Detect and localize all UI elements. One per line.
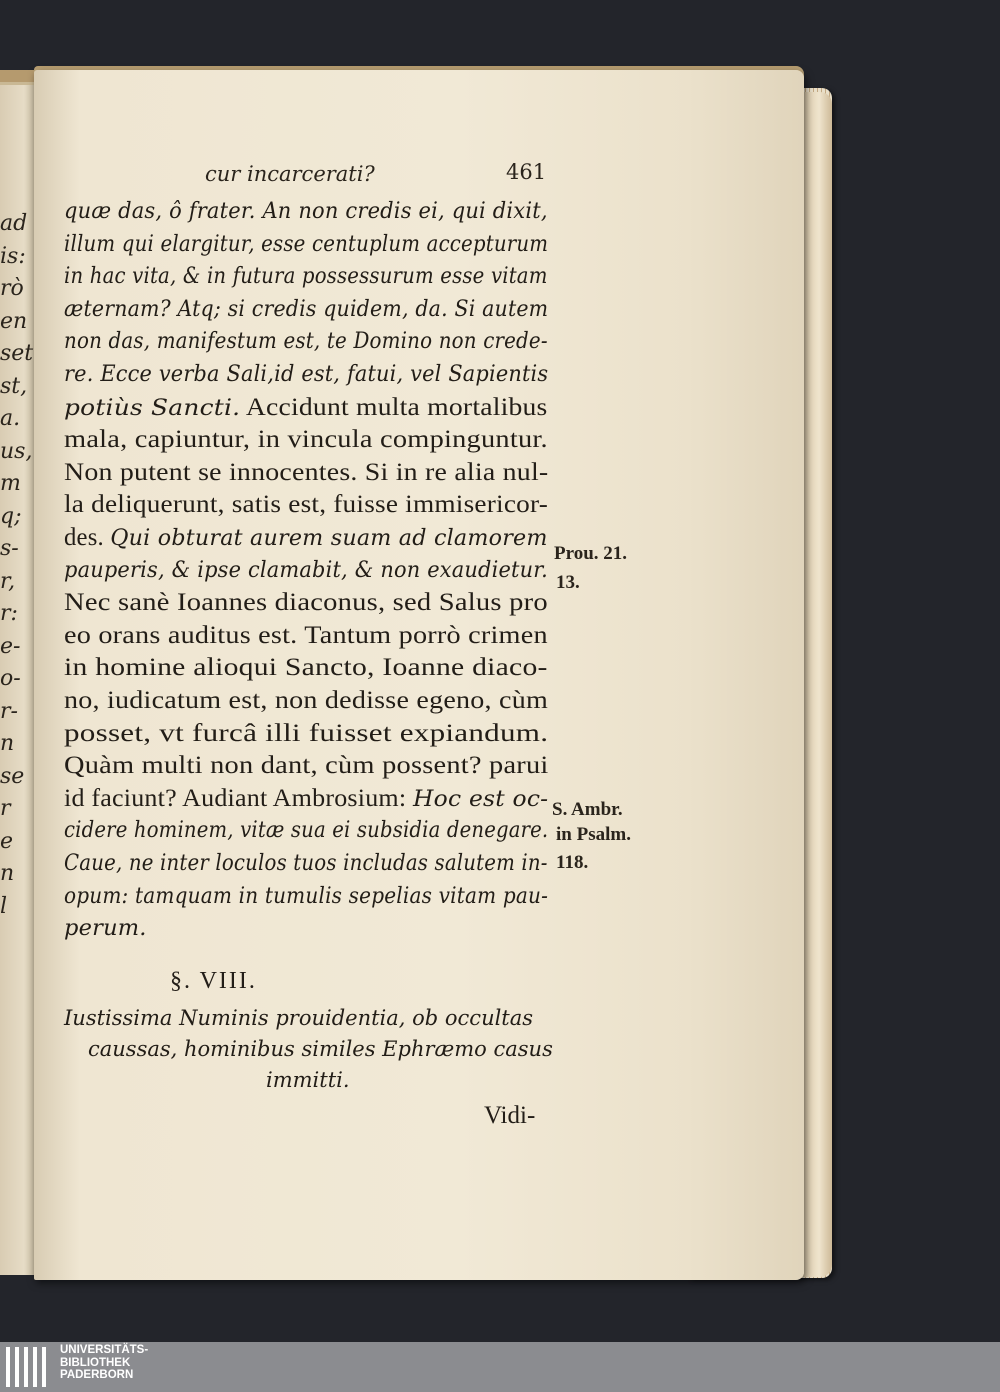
text-segment: illum qui elargitur, esse centuplum accepturum [64, 230, 549, 257]
left-page-fragment: ad [0, 211, 28, 236]
section-mark: §. VIII. [170, 968, 257, 994]
catchword: Vidi- [484, 1102, 536, 1129]
margin-note-prov-2: 13. [556, 572, 580, 593]
text-segment: cidere hominem, vitæ sua ei subsidia denegare. [64, 817, 549, 844]
left-page-fragment: m [0, 471, 21, 496]
left-page-fragment: e- [0, 633, 21, 659]
text-segment: æternam? Atq; si credis quidem, da. Si autem [64, 295, 549, 322]
text-segment: Quàm multi non dant, cùm possent? parui [64, 752, 549, 780]
page-number: 461 [506, 160, 547, 184]
text-line [64, 524, 548, 552]
fore-edge-outer [800, 92, 832, 1277]
text-line [64, 231, 548, 257]
left-page-fragment: s- [0, 536, 19, 561]
left-page-fragment: l [0, 893, 8, 919]
text-line [64, 328, 548, 354]
text-line [64, 589, 548, 617]
left-page-fragment: se [0, 763, 25, 789]
text-segment: eo orans auditus est. Tantum porrò crimen [64, 621, 548, 649]
text-line [64, 850, 548, 876]
left-page-fragment: r: [0, 601, 18, 626]
margin-note-ambr-3: 118. [556, 852, 589, 873]
left-page-fragment: e [0, 828, 14, 854]
text-line [64, 785, 548, 813]
library-logo-text [60, 1344, 148, 1382]
left-page-fragment: n [0, 861, 15, 886]
left-page-fragment: r [0, 796, 11, 821]
text-segment: Caue, ne inter loculos tuos includas salutem in- [64, 850, 548, 876]
section-heading-line-1: Iustissima Numinis prouidentia, ob occultas [64, 1006, 534, 1030]
logo-line-2: BIBLIOTHEK [60, 1356, 131, 1369]
text-segment: Hoc est oc- [413, 785, 549, 812]
text-line [64, 752, 549, 780]
text-line [64, 426, 548, 454]
text-segment: Accidunt multa mortalibus [240, 393, 548, 421]
text-segment: Qui obturat aurem suam ad clamorem [110, 525, 548, 551]
text-line [64, 622, 548, 650]
text-segment: pauperis, & ipse clamabit, & non exaudietur. [64, 556, 548, 583]
text-line [64, 361, 548, 387]
text-line [64, 883, 548, 909]
text-line [64, 654, 548, 682]
text-line [64, 720, 548, 748]
margin-note-prov-1: Prou. 21. [554, 543, 628, 564]
text-segment: no, iudicatum est, non dedisse egeno, cùm [64, 687, 549, 714]
left-page-fragment: a. [0, 406, 21, 431]
text-segment: quæ das, ô frater. An non credis ei, qui dixit, [64, 198, 548, 224]
text-segment: re. Ecce verba Sali,id est, fatui, vel Sapientis [64, 361, 549, 387]
text-line [64, 557, 548, 583]
text-segment: la deliquerunt, satis est, fuisse immisericor- [64, 491, 549, 519]
footer-bar [0, 1342, 1000, 1392]
text-line [64, 915, 147, 941]
left-page-fragment: en [0, 308, 28, 334]
left-page-fragment: st, [0, 373, 28, 399]
left-page-fragment: o- [0, 666, 21, 691]
left-page-fragment: is: [0, 243, 26, 269]
left-page-fragment: set [0, 341, 34, 366]
text-segment: opum: tamquam in tumulis sepelias vitam pau- [64, 882, 549, 909]
text-line [64, 491, 548, 519]
logo-line-3: PADERBORN [60, 1369, 134, 1381]
running-head: cur incarcerati? [205, 162, 375, 186]
text-line [64, 817, 548, 843]
text-segment: Nec sanè Ioannes diaconus, sed Salus pro [64, 589, 548, 617]
left-page-fragment: rò [0, 276, 24, 301]
text-segment: Non putent se innocentes. Si in re alia nul- [64, 458, 549, 486]
text-segment: des. [64, 524, 111, 551]
margin-note-ambr-1: S. Ambr. [552, 799, 623, 820]
left-page-fragment: q; [0, 503, 22, 529]
left-page-fragment: n [0, 731, 15, 756]
left-page-fragment: us, [0, 438, 33, 464]
text-line [64, 263, 548, 289]
text-line [64, 459, 548, 487]
margin-note-ambr-2: in Psalm. [556, 824, 631, 845]
logo-line-1: UNIVERSITÄTS- [60, 1344, 149, 1356]
text-segment: posset, vt furcâ illi fuisset expiandum. [64, 719, 549, 747]
text-line [64, 198, 548, 224]
text-segment: perum. [64, 915, 147, 942]
text-line [64, 687, 548, 715]
text-segment: mala, capiuntur, in vincula compinguntur. [64, 426, 548, 454]
text-segment: in hac vita, & in futura possessurum esse vitam [64, 263, 548, 290]
left-page-fragment: r- [0, 698, 18, 724]
text-segment: in homine alioqui Sancto, Ioanne diaco- [64, 654, 548, 682]
section-heading-line-2: caussas, hominibus similes Ephræmo casus [88, 1037, 553, 1061]
text-line [64, 296, 548, 322]
left-page-fragment: r, [0, 568, 16, 594]
section-heading-line-3: immitti. [266, 1068, 350, 1092]
text-line [64, 394, 548, 422]
text-segment: potiùs Sancti. [64, 394, 241, 421]
text-segment: non das, manifestum est, te Domino non crede- [64, 328, 548, 355]
library-logo-icon [6, 1347, 50, 1387]
text-segment: id faciunt? Audiant Ambrosium: [64, 784, 414, 812]
